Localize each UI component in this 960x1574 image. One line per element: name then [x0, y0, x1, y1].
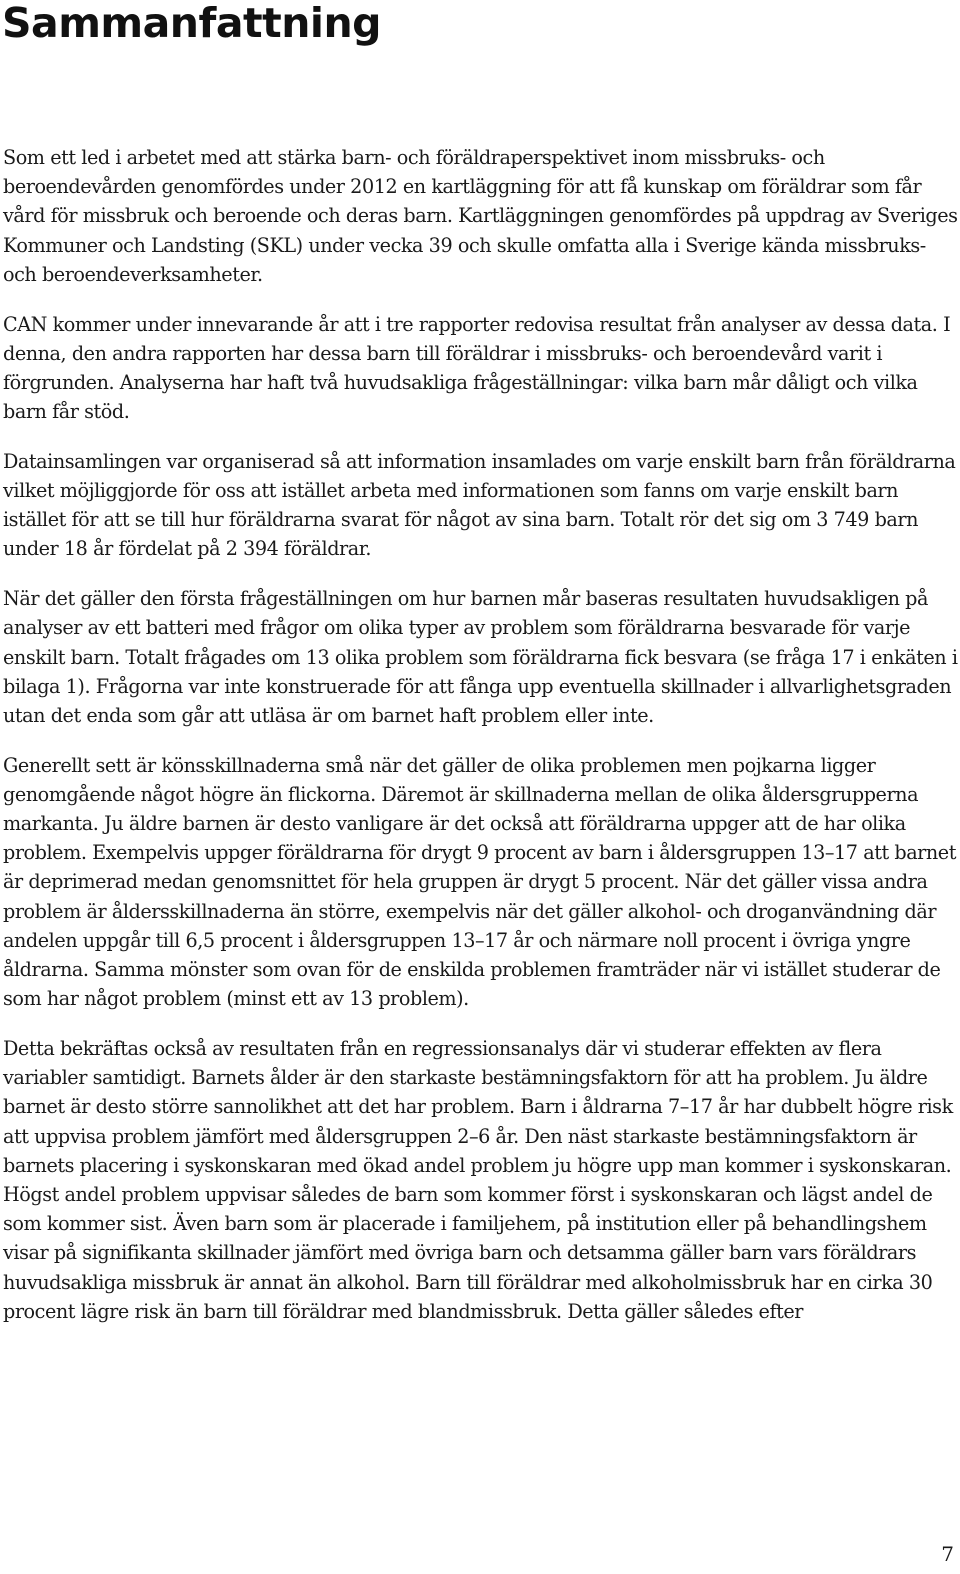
paragraph-first-question: När det gäller den första frågeställningen om hur barnen mår baseras resultaten huvudsakligen på analyser av ett batteri med frågor om olika typer av problem som föräldrarna besvarade för varje enskilt barn. Totalt frågades om 13 olika problem som föräldrarna fick besvara (se fråga 17 i enkäten i bilaga 1). Frågorna var inte konstruerade för att fånga upp eventuella skillnader i allvarlighetsgraden utan det enda som går att utläsa är om barnet haft problem eller inte. [3, 587, 958, 727]
paragraph-gender-age-differences: Generellt sett är könsskillnaderna små när det gäller de olika problemen men pojkarna ligger genomgående något högre än flickorna. Däremot är skillnaderna mellan de olika åldersgrupperna markanta. Ju äldre barnen är desto vanligare är det också att föräldrarna uppger att de har olika problem. Exempelvis uppger föräldrarna för drygt 9 procent av barn i åldersgruppen 13–17 att barnet är deprimerad medan genomsnittet för hela gruppen är drygt 5 procent. När det gäller vissa andra problem är åldersskillnaderna än större, exempelvis när det gäller alkohol- och droganvändning där andelen uppgår till 6,5 procent i åldersgruppen 13–17 år och närmare noll procent i övriga yngre åldrarna. Samma mönster som ovan för de enskilda problemen framträder när vi istället studerar de som har något problem (minst ett av 13 problem). [3, 753, 956, 1011]
page-number: 7 [941, 1542, 954, 1566]
paragraph-regression: Detta bekräftas också av resultaten från en regressionsanalys där vi studerar effekten av flera variabler samtidigt. Barnets ålder är den starkaste bestämningsfaktorn för att ha problem. Ju äldre barnet är desto större sannolikhet att det har problem. Barn i åldrarna 7–17 år har dubbelt högre risk att uppvisa problem jämfört med åldersgruppen 2–6 år. Den näst starkaste bestämningsfaktorn är barnets placering i syskonskaran med ökad andel problem ju högre upp man kommer i syskonskaran. Högst andel problem uppvisar således de barn som kommer först i syskonskaran och lägst andel de som kommer sist. Även barn som är placerade i familjehem, på institution eller på behandlingshem visar på signifikanta skillnader jämfört med övriga barn och detsamma gäller barn vars föräldrars huvudsakliga missbruk är annat än alkohol. Barn till föräldrar med alkoholmissbruk har en cirka 30 procent lägre risk än barn till föräldrar med blandmissbruk. Detta gäller således efter [3, 1036, 953, 1323]
paragraph-reports: CAN kommer under innevarande år att i tre rapporter redovisa resultat från analyser av dessa data. I denna, den andra rapporten har dessa barn till föräldrar i missbruks- och beroendevård varit i förgrunden. Analyserna har haft två huvudsakliga frågeställningar: vilka barn mår dåligt och vilka barn får stöd. [3, 312, 951, 424]
paragraph-intro: Som ett led i arbetet med att stärka barn- och föräldraperspektivet inom missbruks- och beroendevården genomfördes under 2012 en kartläggning för att få kunskap om föräldrar som får vård för missbruk och beroende och deras barn. Kartläggningen genomfördes på uppdrag av Sveriges Kommuner och Landsting (SKL) under vecka 39 och skulle omfatta alla i Sverige kända missbruks- och beroendeverksamheter. [3, 146, 958, 286]
body-text [3, 143, 958, 1347]
paragraph-data-collection: Datainsamlingen var organiserad så att information insamlades om varje enskilt barn från föräldrarna vilket möjliggjorde för oss att istället arbeta med informationen som fanns om varje enskilt barn istället för att se till hur föräldrarna svarat för något av sina barn. Totalt rör det sig om 3 749 barn under 18 år fördelat på 2 394 föräldrar. [3, 449, 956, 561]
page-title: Sammanfattning [2, 0, 381, 47]
